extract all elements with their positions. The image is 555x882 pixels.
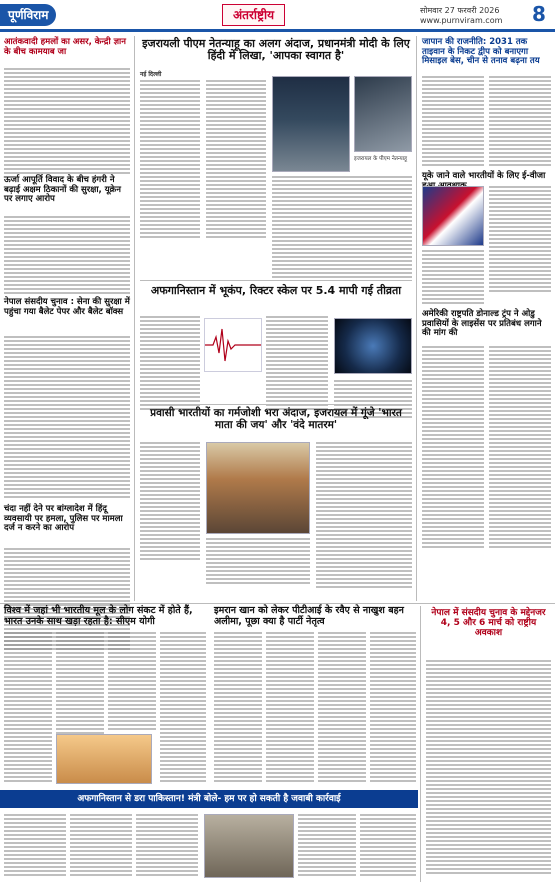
column-divider bbox=[134, 36, 135, 601]
uk-visa-headline: यूके जाने वाले भारतीयों के लिए ई-वीजा bbox=[422, 171, 546, 181]
nepal-holiday-headline: नेपाल में संसदीय चुनाव के मद्देनजर 4, 5 और 6 मार्च को राष्ट्रीय अवकाश bbox=[431, 608, 546, 639]
article-body bbox=[489, 346, 551, 548]
lead-photo-handshake bbox=[272, 76, 350, 172]
article-body bbox=[160, 632, 206, 782]
article-body bbox=[266, 316, 328, 410]
article-body bbox=[316, 442, 412, 588]
article-body bbox=[140, 316, 200, 410]
article-body bbox=[70, 814, 132, 876]
article-body bbox=[298, 814, 356, 876]
article-body bbox=[108, 632, 156, 730]
article-body bbox=[370, 632, 416, 782]
diaspora-headline: प्रवासी भारतीयों का गर्मजोशी भरा अंदाज, इजरायल में गूंजे 'भारत माता की जय' और 'वंदे मातरम' bbox=[150, 407, 402, 431]
article-body bbox=[56, 632, 104, 734]
lead-byline: नई दिल्ली bbox=[140, 71, 162, 78]
lead-photo-portrait bbox=[354, 76, 412, 152]
imran-headline: इमरान खान को लेकर पीटीआई के रवैए से नाखुश बहन अलीमा, पूछा क्या है पार्टी नेतृत्व bbox=[214, 605, 404, 627]
article-body bbox=[206, 80, 266, 238]
article-body bbox=[426, 660, 551, 874]
article-body bbox=[140, 80, 200, 238]
article-body bbox=[489, 186, 551, 292]
article-body bbox=[272, 176, 412, 278]
section-title: अंतर्राष्ट्रीय bbox=[222, 4, 285, 26]
article-body bbox=[489, 76, 551, 166]
article-body bbox=[206, 538, 310, 584]
article-body bbox=[4, 68, 130, 174]
column-divider bbox=[420, 606, 421, 882]
section-divider bbox=[140, 280, 412, 281]
uk-flag-photo bbox=[422, 186, 484, 246]
dateline bbox=[420, 6, 502, 26]
issue-date: सोमवार 27 फरवरी 2026 bbox=[420, 6, 500, 15]
article-body bbox=[136, 814, 198, 876]
yogi-headline: विश्व में जहां भी भारतीय मूल के लोग संकट में होते हैं, भारत उनके साथ खड़ा रहता है: सीएम योगी bbox=[4, 605, 193, 627]
diaspora-photo bbox=[206, 442, 310, 534]
article-title-left-mid: ऊर्जा आपूर्ति विवाद के बीच हंगरी ने बढ़ाई अक्षम ठिकानों की सुरक्षा, यूक्रेन पर लगाए आरोप bbox=[4, 175, 121, 205]
pakistan-photo bbox=[204, 814, 294, 878]
column-divider bbox=[416, 36, 417, 601]
yogi-photo bbox=[56, 734, 152, 784]
section-divider bbox=[140, 404, 412, 405]
quake-headline: अफगानिस्तान में भूकंप, रिक्टर स्केल पर 5.4 मापी गई तीव्रता bbox=[150, 284, 402, 297]
article-title-left-top: आतंकवादी हमलों का असर, केन्द्री ज्ञान के बीच कामयाब जा bbox=[4, 37, 126, 57]
article-body bbox=[422, 346, 484, 548]
trump-headline: अमेरिकी राष्ट्रपति डोनाल्ड ट्रंप ने ओडु प्रवासियों के लाइसेंस पर प्रतिबंध लगाने की मांग की bbox=[422, 309, 542, 339]
bottom-strip-headline: अफगानिस्तान से डरा पाकिस्तान! मंत्री बोले- हम पर हो सकती है जवाबी कार्रवाई bbox=[0, 790, 418, 808]
lead-headline: इजरायली पीएम नेतन्याहू का अलग अंदाज, प्रधानमंत्री मोदी के लिए हिंदी में लिखा, 'आपका स्वागत है' bbox=[142, 37, 410, 63]
article-body bbox=[4, 632, 52, 782]
article-title-nepal-ballot: नेपाल संसदीय चुनाव : सेना की सुरक्षा में पहुंचा गया बैलेट पेपर और बैलेट बॉक्स bbox=[4, 297, 130, 317]
article-body bbox=[214, 632, 262, 782]
article-title-bangladesh: चंदा नहीं देने पर बांग्लादेश में हिंदू व्यवसायी पर हमला, पुलिस पर मामला दर्ज न करने का आरोप bbox=[4, 504, 123, 534]
article-body bbox=[318, 632, 366, 782]
page-number: 8 bbox=[532, 2, 546, 26]
website: www.purnviram.com bbox=[420, 16, 503, 25]
article-body bbox=[422, 76, 484, 166]
article-body bbox=[4, 814, 66, 876]
newspaper-brand: पूर्णविराम bbox=[0, 4, 56, 26]
article-body bbox=[4, 216, 130, 294]
seismograph-wave bbox=[205, 319, 261, 371]
article-body bbox=[266, 632, 314, 782]
article-body bbox=[360, 814, 416, 876]
article-body bbox=[422, 250, 484, 304]
earth-image bbox=[334, 318, 412, 374]
seismograph-image bbox=[204, 318, 262, 372]
japan-headline: जापान की राजनीति: 2031 तक ताइवान के निकट द्वीप को बनाएगा मिसाइल बेस, चीन से तनाव बढ़ना तय bbox=[422, 37, 540, 67]
article-body bbox=[4, 336, 130, 498]
photo-caption: इजरायल के पीएम नेतन्याहू bbox=[354, 156, 408, 162]
article-body bbox=[140, 442, 200, 560]
section-divider bbox=[0, 603, 555, 604]
